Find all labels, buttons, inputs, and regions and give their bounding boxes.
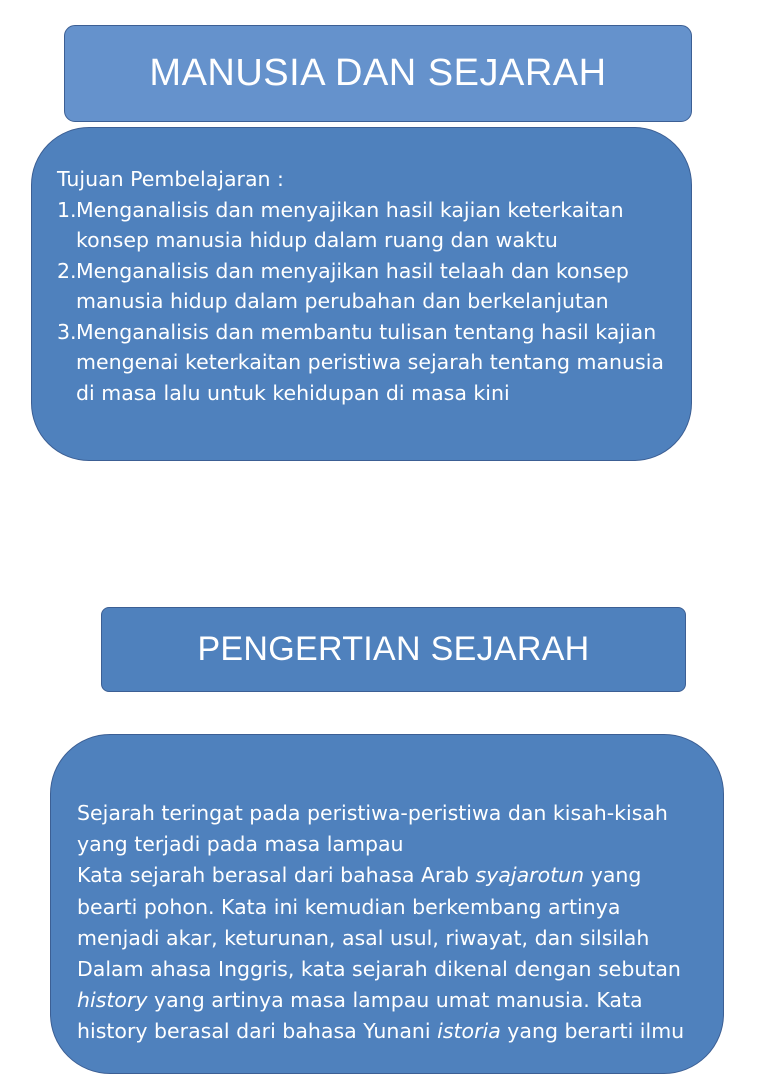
italic-term-history: history (77, 988, 148, 1013)
text-run: Dalam ahasa Inggris, kata sejarah dikenal dengan sebutan (77, 957, 681, 982)
definition-paragraph-3 (77, 954, 693, 1048)
objective-text: Menganalisis dan menyajikan hasil telaah dan konsep manusia hidup dalam perubahan dan berkelanjutan (76, 258, 629, 313)
section-title: PENGERTIAN SEJARAH (197, 630, 590, 668)
title-banner-manusia-dan-sejarah (64, 25, 692, 122)
objective-item (57, 195, 667, 256)
objective-number: 3. (57, 319, 77, 344)
definition-box (50, 734, 724, 1074)
objectives-list (57, 195, 667, 409)
learning-objectives-box (31, 127, 692, 461)
definition-paragraph-2 (77, 860, 693, 954)
italic-term-istoria: istoria (437, 1019, 501, 1044)
definition-paragraph-1: Sejarah teringat pada peristiwa-peristiwa dan kisah-kisah yang terjadi pada masa lampau (77, 801, 668, 857)
objectives-heading: Tujuan Pembelajaran : (57, 167, 284, 191)
objective-number: 1. (57, 197, 77, 222)
title-banner-pengertian-sejarah (101, 607, 686, 692)
text-run: Kata sejarah berasal dari bahasa Arab (77, 863, 476, 888)
text-run: yang artinya masa lampau umat manusia. Kata (147, 988, 643, 1013)
text-run: yang bearti pohon. Kata ini kemudian berkembang artinya menjadi akar, keturunan, asal usul, riwayat, dan silsilah (77, 863, 650, 950)
objective-text: Menganalisis dan membantu tulisan tentang hasil kajian mengenai keterkaitan peristiwa sejarah tentang manusia di masa lalu untuk kehidupan di masa kini (76, 319, 664, 405)
slide-title: MANUSIA DAN SEJARAH (149, 52, 607, 94)
objective-text: Menganalisis dan menyajikan hasil kajian keterkaitan konsep manusia hidup dalam ruang dan waktu (76, 197, 624, 252)
objective-item (57, 256, 667, 317)
objective-item (57, 317, 667, 409)
italic-term-syajarotun: syajarotun (475, 863, 585, 888)
objective-number: 2. (57, 258, 77, 283)
text-run: history berasal dari bahasa Yunani (77, 1019, 438, 1044)
text-run: yang berarti ilmu (500, 1019, 685, 1044)
